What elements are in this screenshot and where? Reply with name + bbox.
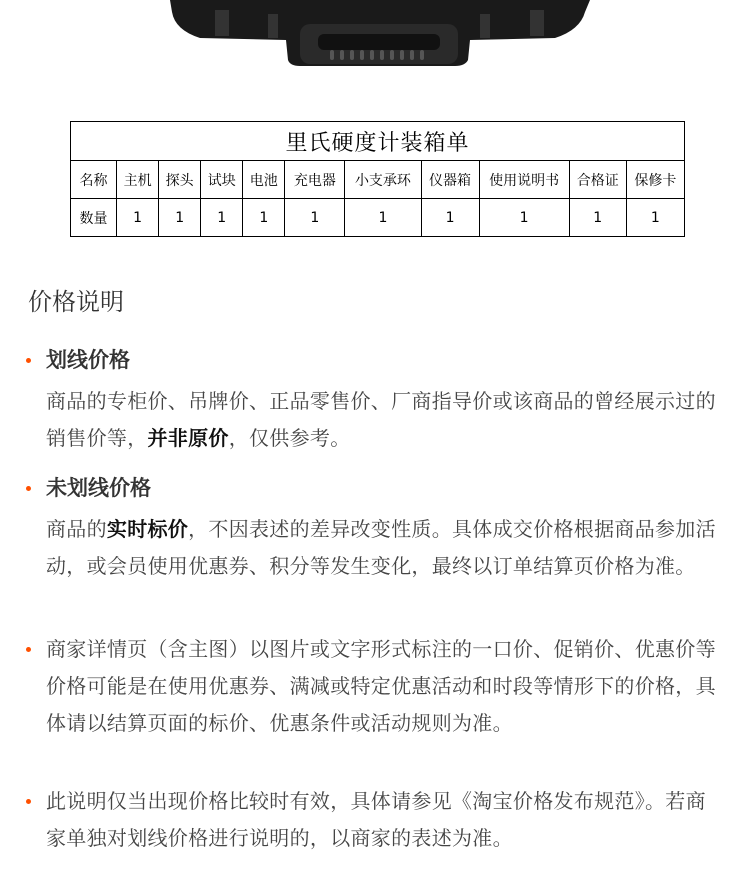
- packing-header-row: [71, 161, 685, 199]
- body-text: ，不因表述的差异改变性质。具体成交价格根据商品参加活动，或会员使用优惠券、积分等发生变化，最终以订单结算页价格为准。: [46, 517, 716, 578]
- body-emphasis: 实时标价: [106, 517, 189, 541]
- body-text: 商品的: [46, 517, 107, 541]
- header-cell: 主机: [117, 161, 159, 199]
- price-item-body: 商家详情页（含主图）以图片或文字形式标注的一口价、促销价、优惠价等价格可能是在使用优惠券、满减或特定优惠活动和时段等情形下的价格，具体请以结算页面的标价、优惠条件或活动规则为准。: [46, 637, 716, 735]
- price-item-strikethrough: [46, 345, 726, 457]
- price-item-non-strikethrough: [46, 473, 726, 585]
- header-cell: 使用说明书: [479, 161, 569, 199]
- quantity-cell: 1: [345, 199, 421, 237]
- price-item-heading: 未划线价格: [46, 476, 151, 500]
- product-case-photo: [0, 0, 750, 70]
- header-cell: 电池: [243, 161, 285, 199]
- quantity-cell: 1: [285, 199, 345, 237]
- bullet-dot: [26, 799, 31, 804]
- header-cell: 探头: [159, 161, 201, 199]
- price-item-body: [46, 383, 726, 457]
- price-item-heading: 划线价格: [46, 348, 130, 372]
- header-cell: 名称: [71, 161, 117, 199]
- quantity-cell: 1: [569, 199, 626, 237]
- quantity-cell: 1: [243, 199, 285, 237]
- body-text: 商品的专柜价、吊牌价、正品零售价、厂商指导价或该商品的曾经展示过的销售价等，: [46, 389, 716, 450]
- packing-quantity-row: [71, 199, 685, 237]
- body-text: ，仅供参考。: [228, 426, 351, 450]
- quantity-cell: 1: [421, 199, 479, 237]
- price-item-detail-page: [46, 631, 726, 742]
- header-cell: 充电器: [285, 161, 345, 199]
- price-info-title: 价格说明: [28, 288, 124, 316]
- body-emphasis: 并非原价: [147, 426, 229, 450]
- price-item-body: [46, 511, 726, 585]
- header-cell: 合格证: [569, 161, 626, 199]
- packing-list-table: [70, 121, 685, 237]
- quantity-cell: 1: [201, 199, 243, 237]
- bullet-dot: [26, 486, 31, 491]
- price-item-note: [46, 783, 726, 857]
- quantity-cell: 1: [117, 199, 159, 237]
- bullet-dot: [26, 358, 31, 363]
- price-item-body: 此说明仅当出现价格比较时有效，具体请参见《淘宝价格发布规范》。若商家单独对划线价格进行说明的，以商家的表述为准。: [46, 789, 706, 850]
- quantity-cell: 1: [626, 199, 684, 237]
- header-cell: 试块: [201, 161, 243, 199]
- quantity-cell: 1: [159, 199, 201, 237]
- quantity-cell: 1: [479, 199, 569, 237]
- packing-list-title: 里氏硬度计装箱单: [71, 122, 685, 161]
- header-cell: 小支承环: [345, 161, 421, 199]
- quantity-cell: 数量: [71, 199, 117, 237]
- header-cell: 保修卡: [626, 161, 684, 199]
- bullet-dot: [26, 647, 31, 652]
- header-cell: 仪器箱: [421, 161, 479, 199]
